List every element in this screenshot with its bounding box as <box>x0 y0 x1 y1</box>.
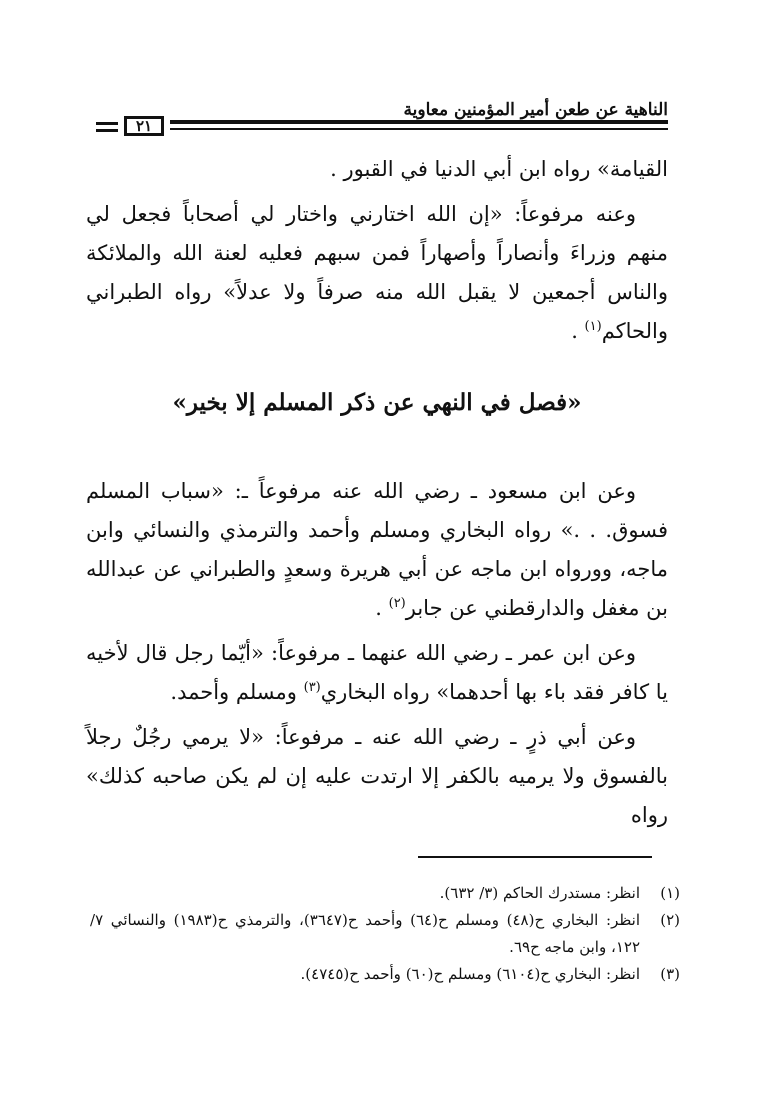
footnote-ref-3[interactable]: (٣) <box>303 680 321 695</box>
footnote-3 <box>90 961 680 988</box>
header-rule <box>96 122 118 125</box>
paragraph-5: وعن أبي ذرٍ ـ رضي الله عنه ـ مرفوعاً: «لا يرمي رجُلٌ رجلاً بالفسوق ولا يرميه بالكفر إلا ارتدت عليه إن لم يكن صاحبه كذلك» رواه <box>86 725 668 827</box>
footnote-1 <box>90 880 680 907</box>
header-title: الناهية عن طعن أمير المؤمنين معاوية <box>403 100 668 120</box>
paragraph-2: وعنه مرفوعاً: «إن الله اختارني واختار لي أصحاباً فجعل لي منهم وزراءَ وأنصاراً وأصهاراً فمن سبهم فعليه لعنة الله والملائكة والناس أجمعين لا يقبل الله منه صرفاً ولا عدلاً» رواه الطبراني والحاكم$^{(١)}$ . <box>86 202 668 343</box>
section-heading: «فصل في النهي عن ذكر المسلم إلا بخير» <box>172 389 582 416</box>
footnote-number: (٢) <box>660 911 680 929</box>
running-header <box>96 96 668 140</box>
header-rule <box>170 120 668 124</box>
paragraph-4: وعن ابن عمر ـ رضي الله عنهما ـ مرفوعاً: «أيّما رجل قال لأخيه يا كافر فقد باء بها أحدهما» رواه البخاري$^{(٣)}$ ومسلم وأحمد. <box>86 641 668 704</box>
paragraph-1: القيامة» رواه ابن أبي الدنيا في القبور . <box>330 157 668 181</box>
header-rule <box>96 129 118 132</box>
footnote-text: انظر: مستدرك الحاكم (٣/ ٦٣٢). <box>439 884 640 902</box>
page-number: ٢١ <box>124 116 164 136</box>
main-text <box>86 150 668 835</box>
footnote-text: انظر: البخاري ح(٤٨) ومسلم ح(٦٤) وأحمد ح(٣٦٤٧)، والترمذي ح(١٩٨٣) والنسائي ٧/ ١٢٢، وابن ماجه ح٦٩. <box>90 911 641 956</box>
footnote-ref-1[interactable]: (١) <box>584 319 602 334</box>
footnote-number: (٣) <box>660 965 680 983</box>
paragraph-3: وعن ابن مسعود ـ رضي الله عنه مرفوعاً ـ: «سباب المسلم فسوق. . .» رواه البخاري ومسلم وأحمد والترمذي والنسائي وابن ماجه، وورواه ابن ماجه عن أبي هريرة وسعدٍ والطبراني عن عبدالله بن مغفل والدارقطني عن جابر$^{(٢)}$ . <box>86 479 668 620</box>
footnotes <box>90 880 680 988</box>
header-rule <box>170 128 668 130</box>
footnote-text: انظر: البخاري ح(٦١٠٤) ومسلم ح(٦٠) وأحمد ح(٤٧٤٥). <box>300 965 640 983</box>
footnote-2 <box>90 907 680 961</box>
footnote-ref-2[interactable]: (٢) <box>388 596 406 611</box>
footnote-number: (١) <box>660 884 680 902</box>
footnote-separator <box>418 856 652 858</box>
